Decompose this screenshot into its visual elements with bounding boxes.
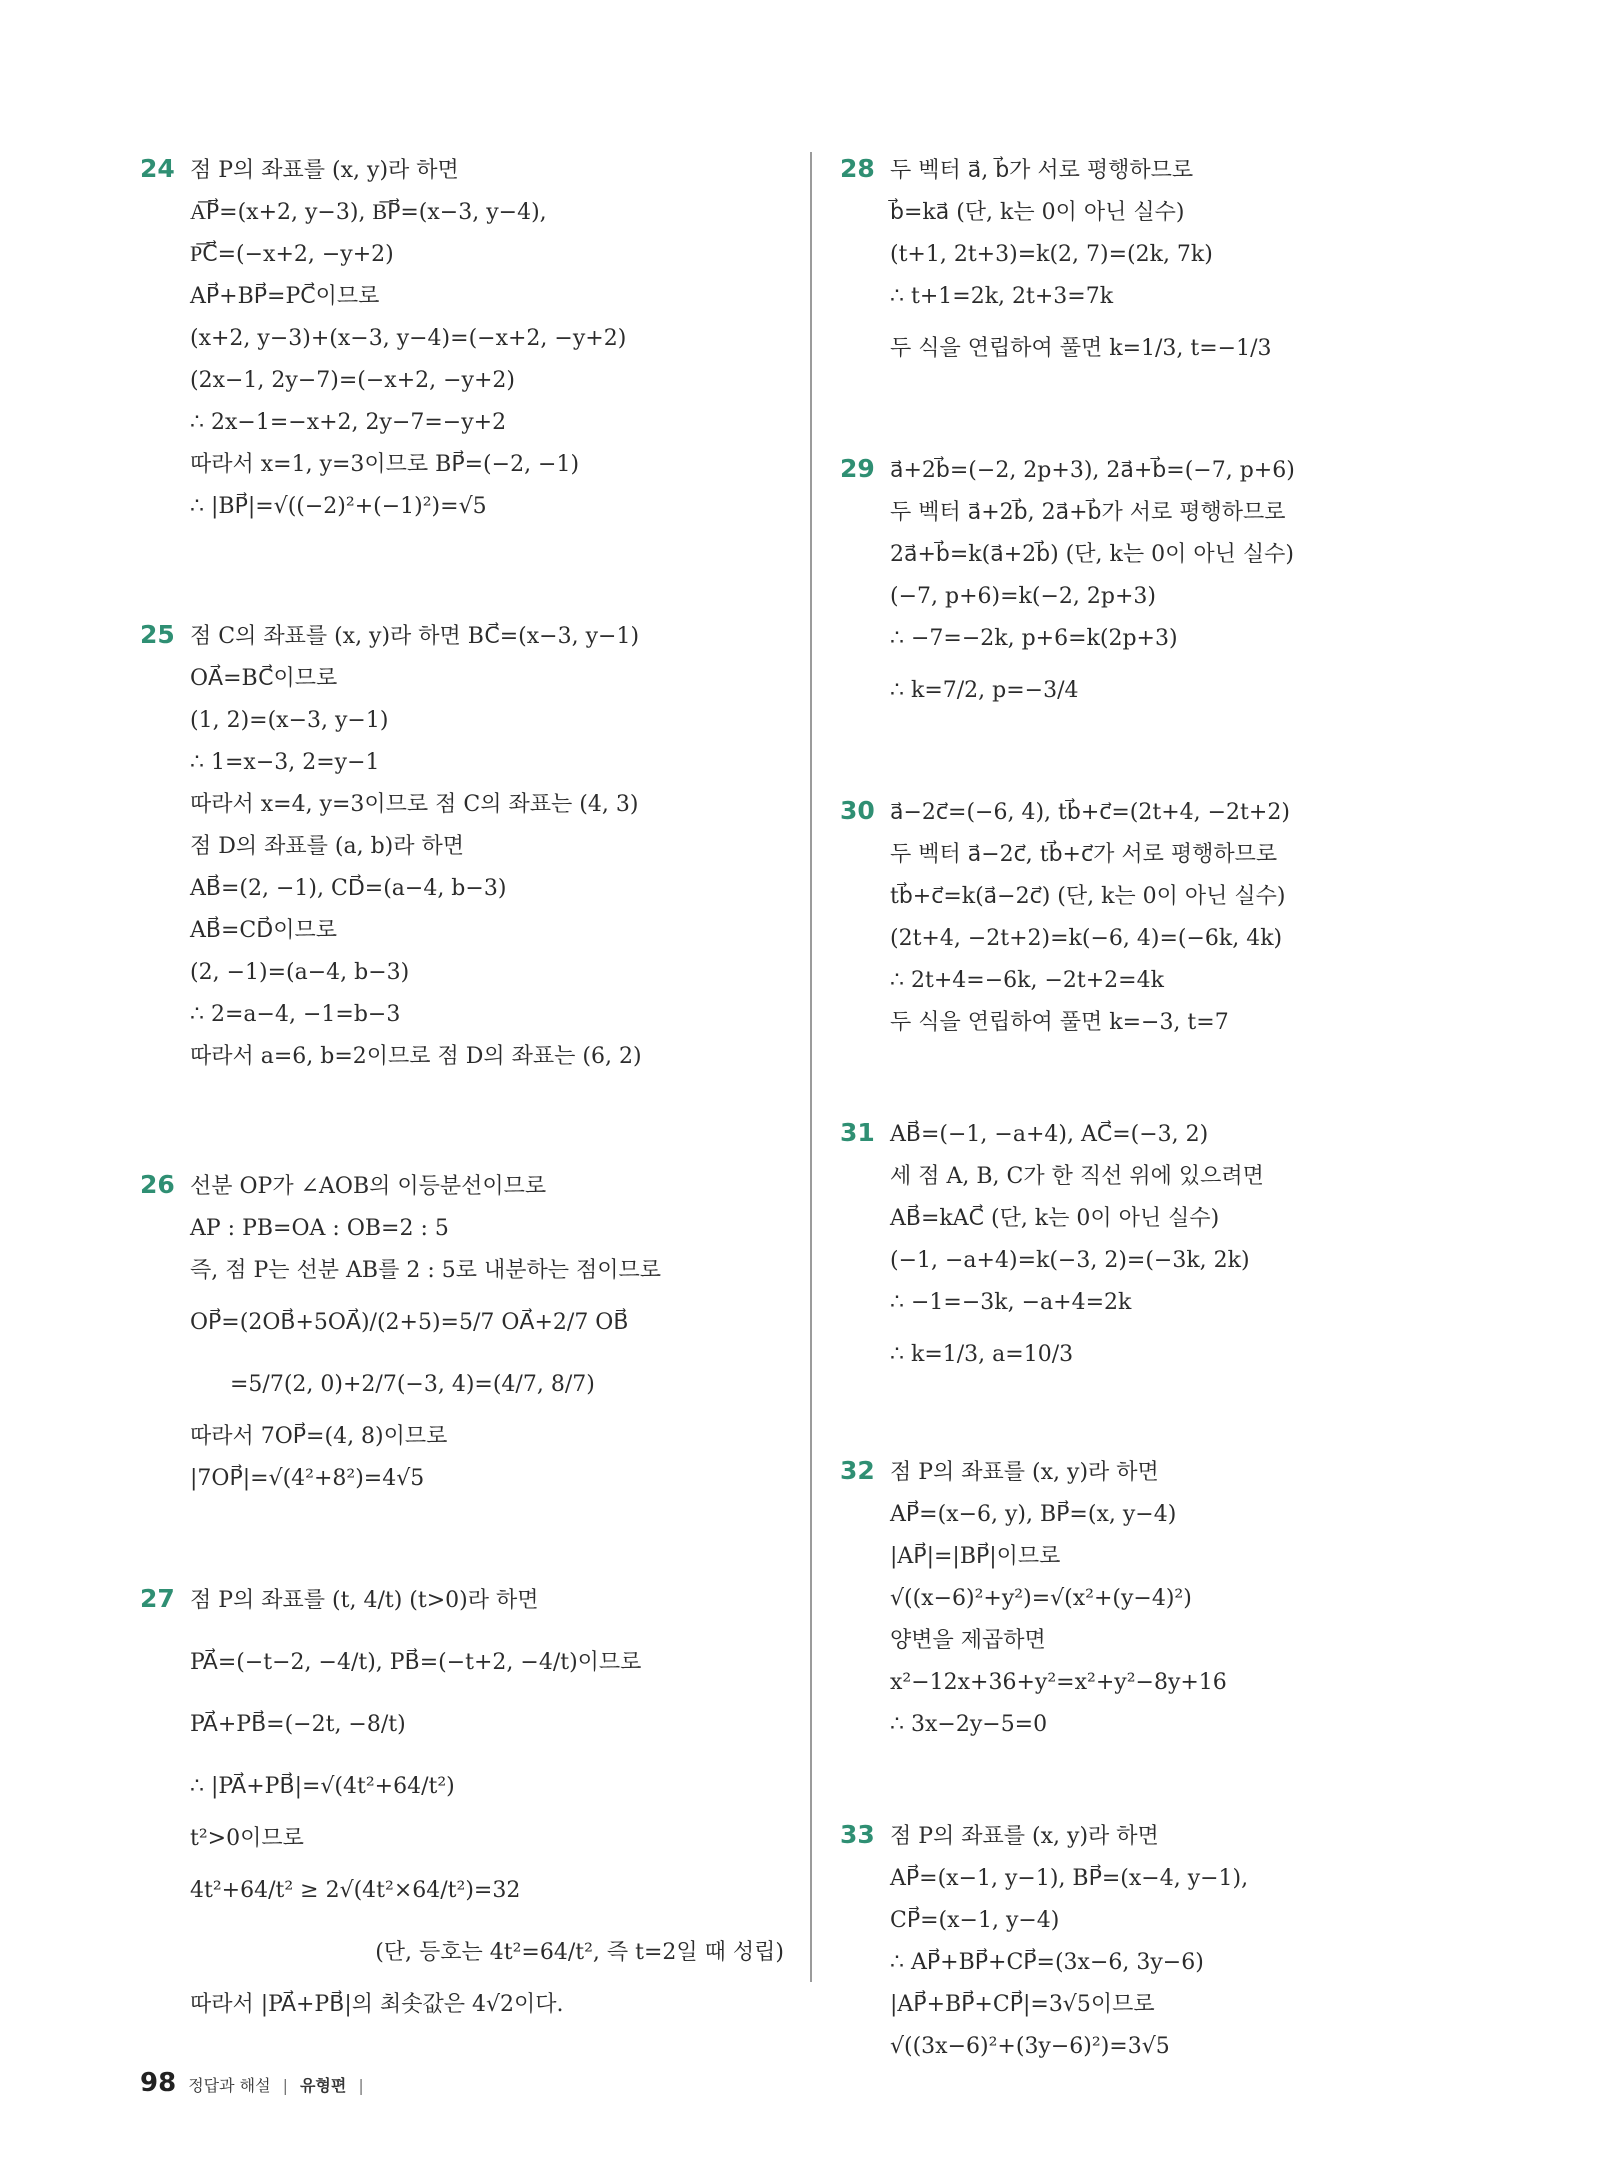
solution-line: (단, 등호는 4t²=64/t², 즉 t=2일 때 성립) [375,1940,784,1965]
solution-line: x²−12x+36+y²=x²+y²−8y+16 [890,1670,1227,1695]
solution-line: 양변을 제곱하면 [890,1628,1046,1653]
solution-line: P͞C⃗=(−x+2, −y+2) [190,242,394,267]
solution-line: =5/7(2, 0)+2/7(−3, 4)=(4/7, 8/7) [230,1372,595,1397]
problem-number: 24 [140,154,175,183]
solution-line: tb⃗+c⃗=k(a⃗−2c⃗) (단, k는 0이 아닌 실수) [890,884,1286,909]
solution-line: ∴ t+1=2k, 2t+3=7k [890,284,1114,309]
solution-line: ∴ −7=−2k, p+6=k(2p+3) [890,626,1178,651]
problem-number: 33 [840,1820,875,1849]
solution-line: (t+1, 2t+3)=k(2, 7)=(2k, 7k) [890,242,1213,267]
solution-line: ∴ k=1/3, a=10/3 [890,1342,1074,1367]
solution-line: ∴ −1=−3k, −a+4=2k [890,1290,1132,1315]
page-footer [140,2068,364,2098]
solution-line: OP⃗=(2OB⃗+5OA⃗)/(2+5)=5/7 OA⃗+2/7 OB⃗ [190,1310,629,1335]
solution-line: AP⃗+BP⃗=PC⃗이므로 [190,284,380,309]
solution-line: 점 D의 좌표를 (a, b)라 하면 [190,834,464,859]
problem-33 [840,1816,1490,2068]
problem-29 [840,450,1490,722]
solution-line: ∴ 3x−2y−5=0 [890,1712,1048,1737]
problem-number: 29 [840,454,875,483]
solution-line: 선분 OP가 ∠AOB의 이등분선이므로 [190,1174,547,1199]
solution-line: 점 C의 좌표를 (x, y)라 하면 BC⃗=(x−3, y−1) [190,624,640,649]
problem-24 [140,150,790,528]
solution-line: PA⃗=(−t−2, −4/t), PB⃗=(−t+2, −4/t)이므로 [190,1650,642,1675]
solution-line: (x+2, y−3)+(x−3, y−4)=(−x+2, −y+2) [190,326,627,351]
solution-line: 따라서 x=1, y=3이므로 BP⃗=(−2, −1) [190,452,580,477]
solution-line: 점 P의 좌표를 (t, 4/t) (t>0)라 하면 [190,1588,539,1613]
problem-number: 26 [140,1170,175,1199]
page-number: 98 [140,2068,177,2098]
problem-30 [840,792,1490,1044]
solution-line: (1, 2)=(x−3, y−1) [190,708,389,733]
solution-line: ∴ |PA⃗+PB⃗|=√(4t²+64/t²) [190,1774,455,1799]
solution-line: 세 점 A, B, C가 한 직선 위에 있으려면 [890,1164,1264,1189]
solution-line: ∴ 2x−1=−x+2, 2y−7=−y+2 [190,410,507,435]
problem-number: 31 [840,1118,875,1147]
solution-line: ∴ 1=x−3, 2=y−1 [190,750,380,775]
solution-line: AB⃗=kAC⃗ (단, k는 0이 아닌 실수) [890,1206,1220,1231]
solution-line: t²>0이므로 [190,1826,304,1851]
solution-line: ∴ |BP⃗|=√((−2)²+(−1)²)=√5 [190,494,487,519]
solution-line: AP : PB=OA : OB=2 : 5 [190,1216,449,1241]
solution-line: 즉, 점 P는 선분 AB를 2 : 5로 내분하는 점이므로 [190,1258,661,1283]
footer-section: 유형편 [299,2076,347,2095]
problem-number: 28 [840,154,875,183]
solution-line: 따라서 7OP⃗=(4, 8)이므로 [190,1424,448,1449]
solution-line: AP⃗=(x−6, y), BP⃗=(x, y−4) [890,1502,1177,1527]
solution-line: 두 벡터 a⃗−2c⃗, tb⃗+c⃗가 서로 평행하므로 [890,842,1278,867]
solution-line: ∴ AP⃗+BP⃗+CP⃗=(3x−6, 3y−6) [890,1950,1204,1975]
problem-number: 27 [140,1584,175,1613]
problem-number: 30 [840,796,875,825]
solution-line: ∴ 2t+4=−6k, −2t+2=4k [890,968,1164,993]
solution-line: AP⃗=(x−1, y−1), BP⃗=(x−4, y−1), [890,1866,1249,1891]
solution-line: A͞P⃗=(x+2, y−3), B͞P⃗=(x−3, y−4), [190,200,547,225]
solution-line: (−7, p+6)=k(−2, 2p+3) [890,584,1156,609]
solution-line: 두 식을 연립하여 풀면 k=−3, t=7 [890,1010,1229,1035]
solution-line: AB⃗=(2, −1), CD⃗=(a−4, b−3) [190,876,507,901]
footer-title: 정답과 해설 [188,2076,271,2095]
solution-line: |AP⃗|=|BP⃗|이므로 [890,1544,1061,1569]
solution-line: 4t²+64/t² ≥ 2√(4t²×64/t²)=32 [190,1878,521,1903]
solution-line: AB⃗=CD⃗이므로 [190,918,337,943]
solution-line: AB⃗=(−1, −a+4), AC⃗=(−3, 2) [890,1122,1209,1147]
column-divider [810,152,812,1982]
right-column [840,150,1490,2068]
solution-line: (2t+4, −2t+2)=k(−6, 4)=(−6k, 4k) [890,926,1283,951]
left-column [140,150,790,2026]
solution-line: |AP⃗+BP⃗+CP⃗|=3√5이므로 [890,1992,1155,2017]
problem-number: 32 [840,1456,875,1485]
solution-line: √((x−6)²+y²)=√(x²+(y−4)²) [890,1586,1192,1611]
solution-line: PA⃗+PB⃗=(−2t, −8/t) [190,1712,406,1737]
solution-line: 따라서 a=6, b=2이므로 점 D의 좌표는 (6, 2) [190,1044,642,1069]
solution-line: √((3x−6)²+(3y−6)²)=3√5 [890,2034,1170,2059]
problem-28 [840,150,1490,380]
solution-line: (−1, −a+4)=k(−3, 2)=(−3k, 2k) [890,1248,1250,1273]
solution-line: ∴ k=7/2, p=−3/4 [890,678,1079,703]
solution-line: 점 P의 좌표를 (x, y)라 하면 [890,1460,1159,1485]
problem-25 [140,616,790,1078]
solution-line: 점 P의 좌표를 (x, y)라 하면 [190,158,459,183]
solution-line: ∴ 2=a−4, −1=b−3 [190,1002,401,1027]
footer-separator: | [282,2076,288,2095]
solution-line: 점 P의 좌표를 (x, y)라 하면 [890,1824,1159,1849]
footer-separator: | [358,2076,364,2095]
solution-line: 두 벡터 a⃗+2b⃗, 2a⃗+b⃗가 서로 평행하므로 [890,500,1286,525]
solution-line: 두 벡터 a⃗, b⃗가 서로 평행하므로 [890,158,1194,183]
solution-line: 따라서 |PA⃗+PB⃗|의 최솟값은 4√2이다. [190,1992,564,2017]
solution-line: a⃗+2b⃗=(−2, 2p+3), 2a⃗+b⃗=(−7, p+6) [890,458,1295,483]
solution-line: (2x−1, 2y−7)=(−x+2, −y+2) [190,368,515,393]
problem-number: 25 [140,620,175,649]
solution-line: |7OP⃗|=√(4²+8²)=4√5 [190,1466,425,1491]
problem-32 [840,1452,1490,1746]
solution-line: a⃗−2c⃗=(−6, 4), tb⃗+c⃗=(2t+4, −2t+2) [890,800,1290,825]
solution-line: (2, −1)=(a−4, b−3) [190,960,410,985]
problem-26 [140,1166,790,1500]
solution-line: OA⃗=BC⃗이므로 [190,666,338,691]
solution-line: 따라서 x=4, y=3이므로 점 C의 좌표는 (4, 3) [190,792,639,817]
solution-line: 2a⃗+b⃗=k(a⃗+2b⃗) (단, k는 0이 아닌 실수) [890,542,1294,567]
solution-line: CP⃗=(x−1, y−4) [890,1908,1060,1933]
solution-line: 두 식을 연립하여 풀면 k=1/3, t=−1/3 [890,336,1272,361]
problem-31 [840,1114,1490,1386]
solution-line: b⃗=ka⃗ (단, k는 0이 아닌 실수) [890,200,1185,225]
problem-27 [140,1570,790,2026]
